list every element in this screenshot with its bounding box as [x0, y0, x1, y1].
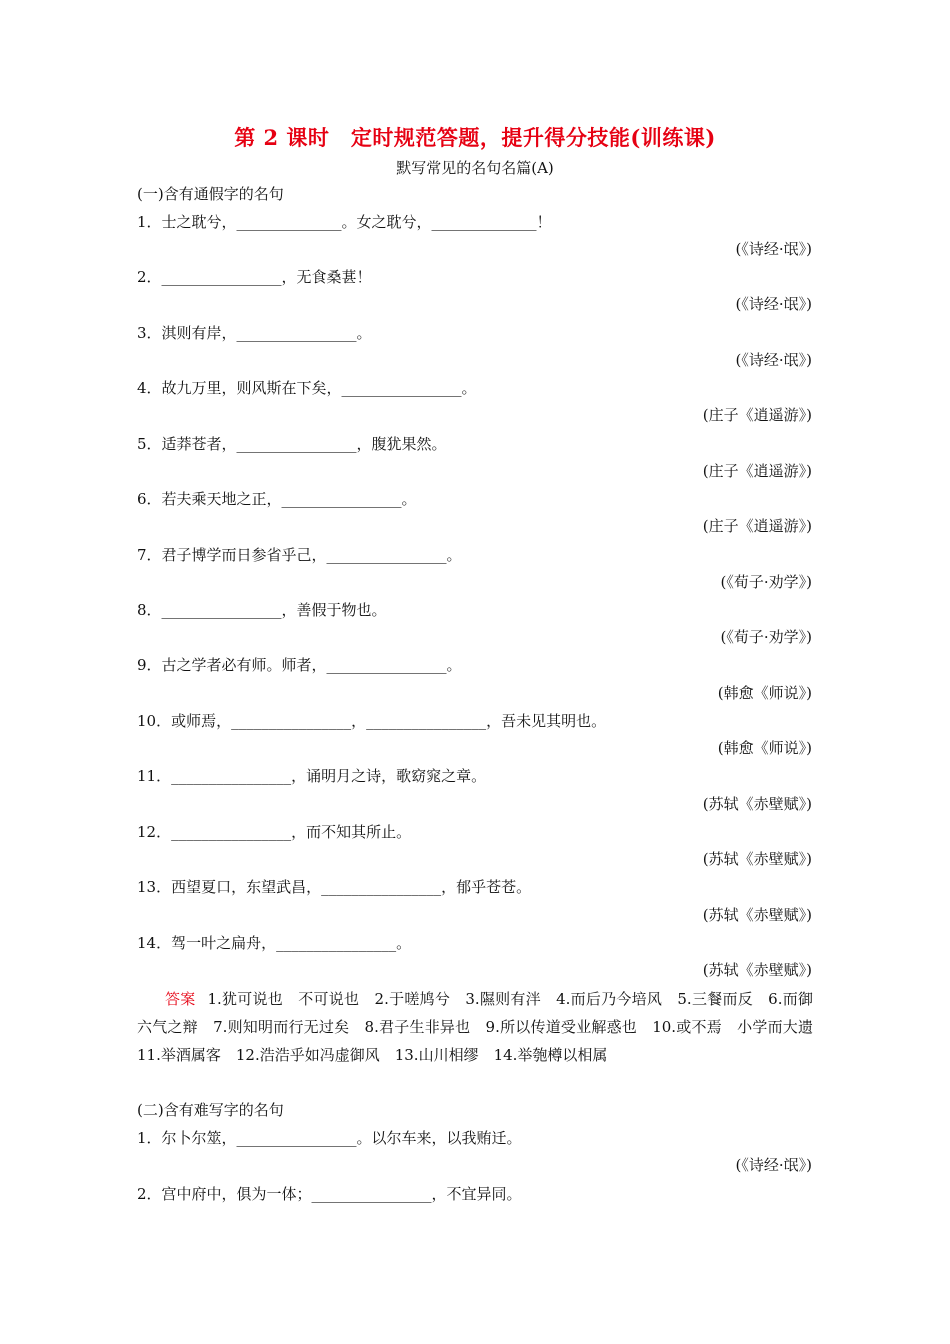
- question-source: (庄子《逍遥游》): [702, 462, 812, 480]
- question-line: 10．或师焉，________________，________________，吾未见其明也。: [137, 712, 607, 730]
- question-source: (《诗经·氓》): [735, 295, 812, 313]
- question-line: 13．西望夏口，东望武昌，________________，郁乎苍苍。: [137, 878, 532, 896]
- question-source: (苏轼《赤壁赋》): [702, 850, 812, 868]
- answer-text: 1.犹可说也 不可说也 2.于嗟鸠兮 3.隰则有泮 4.而后乃今培风 5.三餐而反 6.而御六气之辩 7.则知明而行无过矣 8.君子生非异也 9.所以传道受业解惑也 10.或不焉 小学而大遗 11.举酒属客 12.浩浩乎如冯虚御风 13.山川相缪 14.举匏樽以相属: [137, 990, 829, 1064]
- section-heading-1: (一)含有通假字的名句: [137, 185, 284, 203]
- question-source: (苏轼《赤壁赋》): [702, 961, 812, 979]
- page-title: 第 2 课时 定时规范答题，提升得分技能(训练课): [234, 125, 716, 150]
- question-source: (《诗经·氓》): [735, 240, 812, 258]
- question-source: (庄子《逍遥游》): [702, 517, 812, 535]
- question-line: 7．君子博学而日参省乎己，________________。: [137, 546, 462, 564]
- answer-block: [137, 985, 829, 1069]
- question-source: (苏轼《赤壁赋》): [702, 795, 812, 813]
- question-line: 2．________________，无食桑葚！: [137, 268, 372, 286]
- question-source: (《诗经·氓》): [735, 1156, 812, 1174]
- answer-label: 答案: [165, 990, 196, 1008]
- question-line: 8．________________，善假于物也。: [137, 601, 387, 619]
- question-line: 14．驾一叶之扁舟，________________。: [137, 934, 412, 952]
- question-source: (庄子《逍遥游》): [702, 406, 812, 424]
- question-source: (韩愈《师说》): [717, 684, 812, 702]
- question-line: 11．________________，诵明月之诗，歌窈窕之章。: [137, 767, 487, 785]
- question-source: (《荀子·劝学》): [720, 573, 812, 591]
- question-line: 1．尔卜尔筮，________________。以尔车来，以我贿迁。: [137, 1129, 522, 1147]
- question-line: 1．士之耽兮，______________。女之耽兮，______________！: [137, 213, 552, 231]
- question-source: (苏轼《赤壁赋》): [702, 906, 812, 924]
- section-heading-2: (二)含有难写字的名句: [137, 1101, 284, 1119]
- question-line: 6．若夫乘天地之正，________________。: [137, 490, 417, 508]
- question-line: 3．淇则有岸，________________。: [137, 324, 372, 342]
- question-line: 12．________________，而不知其所止。: [137, 823, 412, 841]
- question-line: 5．适莽苍者，________________，腹犹果然。: [137, 435, 447, 453]
- question-source: (《诗经·氓》): [735, 351, 812, 369]
- question-line: 9．古之学者必有师。师者，________________。: [137, 656, 462, 674]
- question-line: 4．故九万里，则风斯在下矣，________________。: [137, 379, 477, 397]
- question-line: 2．宫中府中，俱为一体；________________，不宜异同。: [137, 1185, 522, 1203]
- question-source: (《荀子·劝学》): [720, 628, 812, 646]
- question-source: (韩愈《师说》): [717, 739, 812, 757]
- page-subtitle: 默写常见的名句名篇(A): [396, 159, 554, 177]
